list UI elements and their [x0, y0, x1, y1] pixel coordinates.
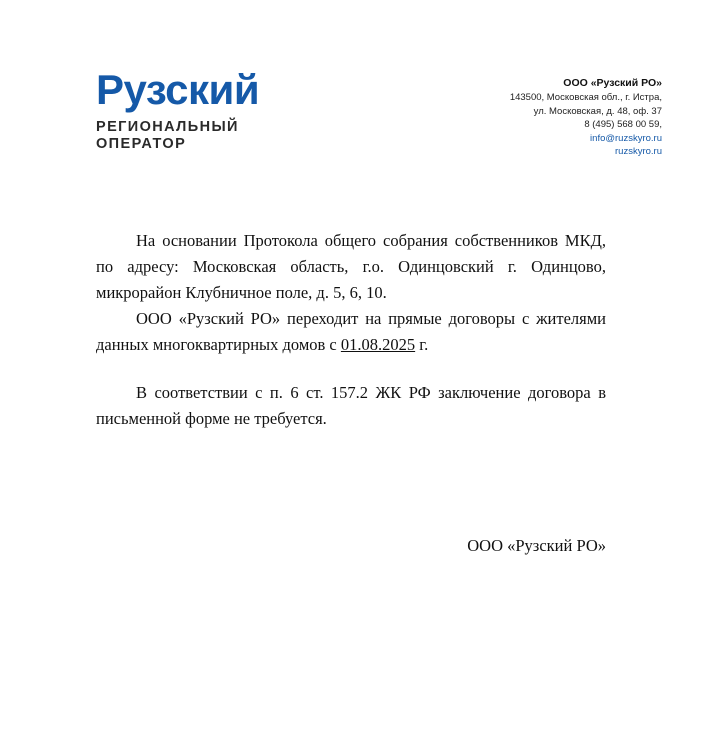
contact-email[interactable]: info@ruzskyro.ru [590, 132, 662, 144]
letterhead-header [0, 60, 702, 170]
contact-address-line2: ул. Московская, д. 48, оф. 37 [533, 105, 662, 117]
document-body [96, 228, 606, 432]
contact-website[interactable]: ruzskyro.ru [615, 146, 662, 157]
paragraph-basis: На основании Протокола общего собрания собственников МКД, по адресу: Московская область, г.о. Одинцовский г. Одинцово, микрорайон Клубничное поле, д. 5, 6, 10. [96, 231, 606, 302]
paragraph-direct-contracts-text-1: ООО «Рузский РО» переходит на прямые договоры с жителями данных многоквартирных домов с [96, 309, 606, 354]
contact-organization: ООО «Рузский РО» [563, 77, 662, 89]
paragraph-direct-contracts [96, 306, 606, 358]
paragraph-direct-contracts-text-2: г. [415, 335, 429, 354]
effective-date: 01.08.2025 [340, 335, 416, 354]
logo-subtitle-line1: РЕГИОНАЛЬНЫЙ [96, 119, 239, 135]
paragraph-legal-reference: В соответствии с п. 6 ст. 157.2 ЖК РФ заключение договора в письменной форме не требуется. [96, 383, 606, 428]
contact-address-line1: 143500, Московская обл., г. Истра, [509, 92, 662, 103]
logo-subtitle-line2: ОПЕРАТОР [96, 136, 187, 152]
logo-wordmark: Рузский [96, 66, 260, 113]
company-logo [96, 68, 396, 153]
contact-block [392, 76, 662, 159]
signature-line: ООО «Рузский РО» [467, 536, 606, 555]
paragraph-spacer [96, 358, 606, 380]
contact-phone: 8 (495) 568 00 59, [584, 119, 662, 130]
